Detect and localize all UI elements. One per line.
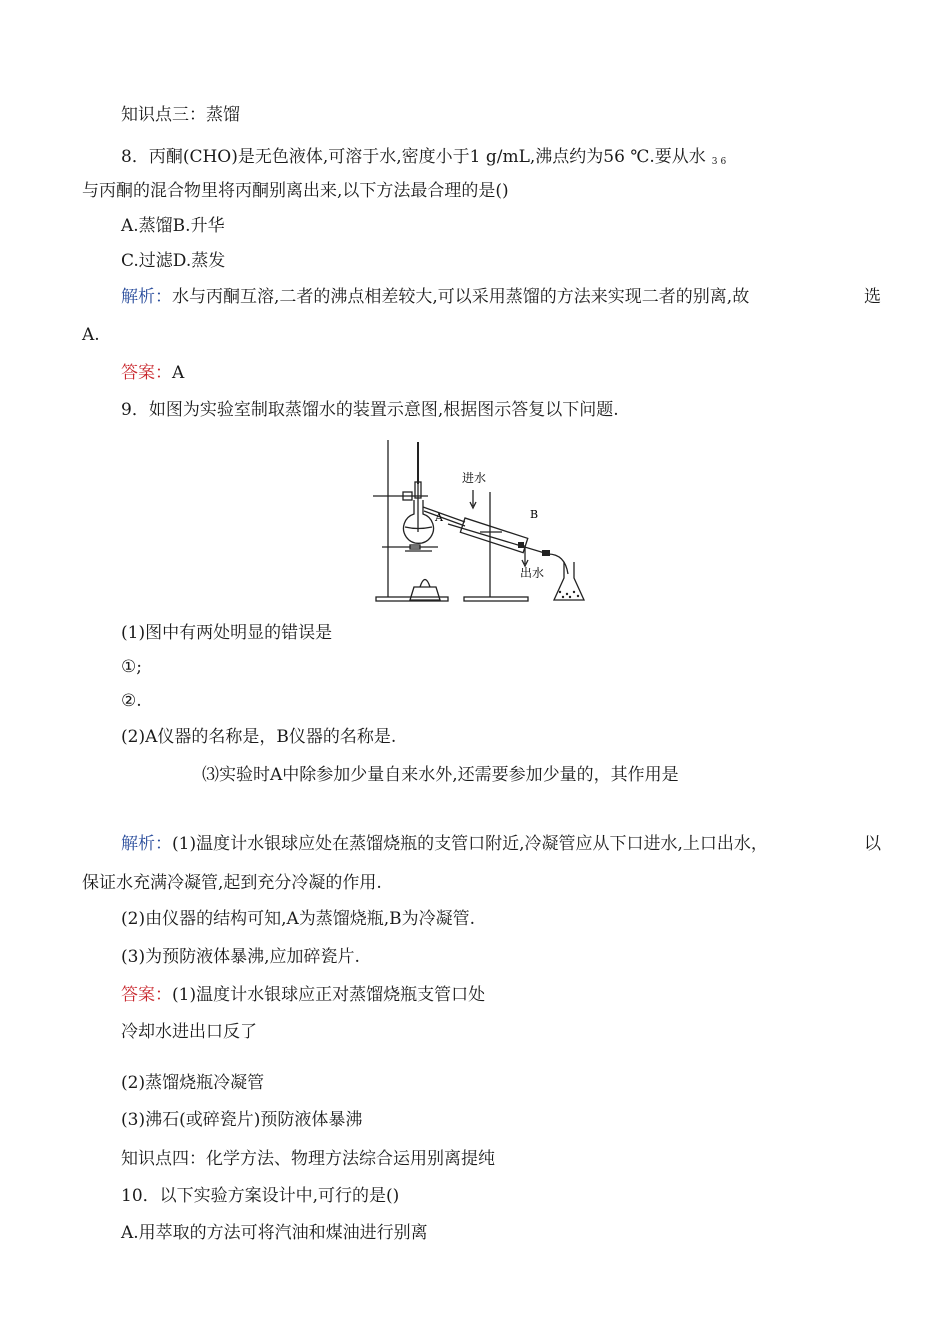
q8-analysis-text: 水与丙酮互溶,二者的沸点相差较大,可以采用蒸馏的方法来实现二者的别离,故 <box>172 287 750 307</box>
q9-stem: 9．如图为实验室制取蒸馏水的装置示意图,根据图示答复以下问题. <box>121 400 619 420</box>
q8-analysis-end: 选 <box>864 287 881 307</box>
q9-sub3: ⑶实验时A中除参加少量自来水外,还需要参加少量的，其作用是 <box>202 765 679 785</box>
q8-options-cd: C.过滤D.蒸发 <box>121 251 226 271</box>
q9-sub1-item1: ①; <box>121 657 142 677</box>
q8-options-ab: A.蒸馏B.升华 <box>121 216 225 236</box>
q8-answer-value: A <box>172 363 185 383</box>
q8-stem-line1 <box>121 146 729 173</box>
q10-stem: 10．以下实验方案设计中,可行的是() <box>121 1186 400 1206</box>
figure-label-a: A <box>435 511 443 524</box>
q8-answer-label: 答案： <box>121 363 172 383</box>
figure-label-water-out: 出水 <box>520 566 545 580</box>
q9-answer-2: (2)蒸馏烧瓶冷凝管 <box>121 1073 265 1093</box>
q9-analysis-line1 <box>121 833 881 855</box>
q8-analysis-label: 解析： <box>121 287 172 307</box>
q9-answer-1 <box>121 984 485 1006</box>
section3-heading: 知识点三：蒸馏 <box>121 105 240 125</box>
q8-analysis-line2: A. <box>82 325 100 345</box>
distillation-apparatus-figure <box>370 432 600 607</box>
q9-answer-label: 答案： <box>121 985 172 1005</box>
q8-answer <box>121 362 184 384</box>
figure-label-water-in: 进水 <box>462 471 487 485</box>
q9-analysis-text: (1)温度计水银球应处在蒸馏烧瓶的支管口附近,冷凝管应从下口进水,上口出水， <box>172 834 768 854</box>
q9-answer-3: (3)沸石(或碎瓷片)预防液体暴沸 <box>121 1110 363 1130</box>
q9-answer-1-text: (1)温度计水银球应正对蒸馏烧瓶支管口处 <box>172 985 486 1005</box>
q9-analysis-label: 解析： <box>121 834 172 854</box>
q9-analysis-2: (2)由仪器的结构可知,A为蒸馏烧瓶,B为冷凝管. <box>121 909 476 929</box>
q9-analysis-line2: 保证水充满冷凝管,起到充分冷凝的作用. <box>82 873 382 893</box>
q9-sub1-item2: ②. <box>121 691 142 711</box>
q8-analysis-line1 <box>121 286 881 308</box>
q10-option-a: A.用萃取的方法可将汽油和煤油进行别离 <box>121 1223 428 1243</box>
q9-answer-1b: 冷却水进出口反了 <box>121 1022 257 1042</box>
section4-heading: 知识点四：化学方法、物理方法综合运用别离提纯 <box>121 1149 495 1169</box>
q9-analysis-3: (3)为预防液体暴沸,应加碎瓷片. <box>121 947 360 967</box>
q9-sub2: (2)A仪器的名称是，B仪器的名称是. <box>121 727 397 747</box>
figure-label-b: B <box>530 508 539 521</box>
q9-sub1: (1)图中有两处明显的错误是 <box>121 623 333 643</box>
q9-analysis-end: 以 <box>864 834 881 854</box>
q8-stem-line2: 与丙酮的混合物里将丙酮别离出来,以下方法最合理的是() <box>82 181 509 201</box>
q8-stem-subscript: 36 <box>711 157 730 167</box>
q8-stem-text: 8．丙酮(CHO)是无色液体,可溶于水,密度小于1 g/mL,沸点约为56 ℃.要从水 <box>121 147 706 167</box>
